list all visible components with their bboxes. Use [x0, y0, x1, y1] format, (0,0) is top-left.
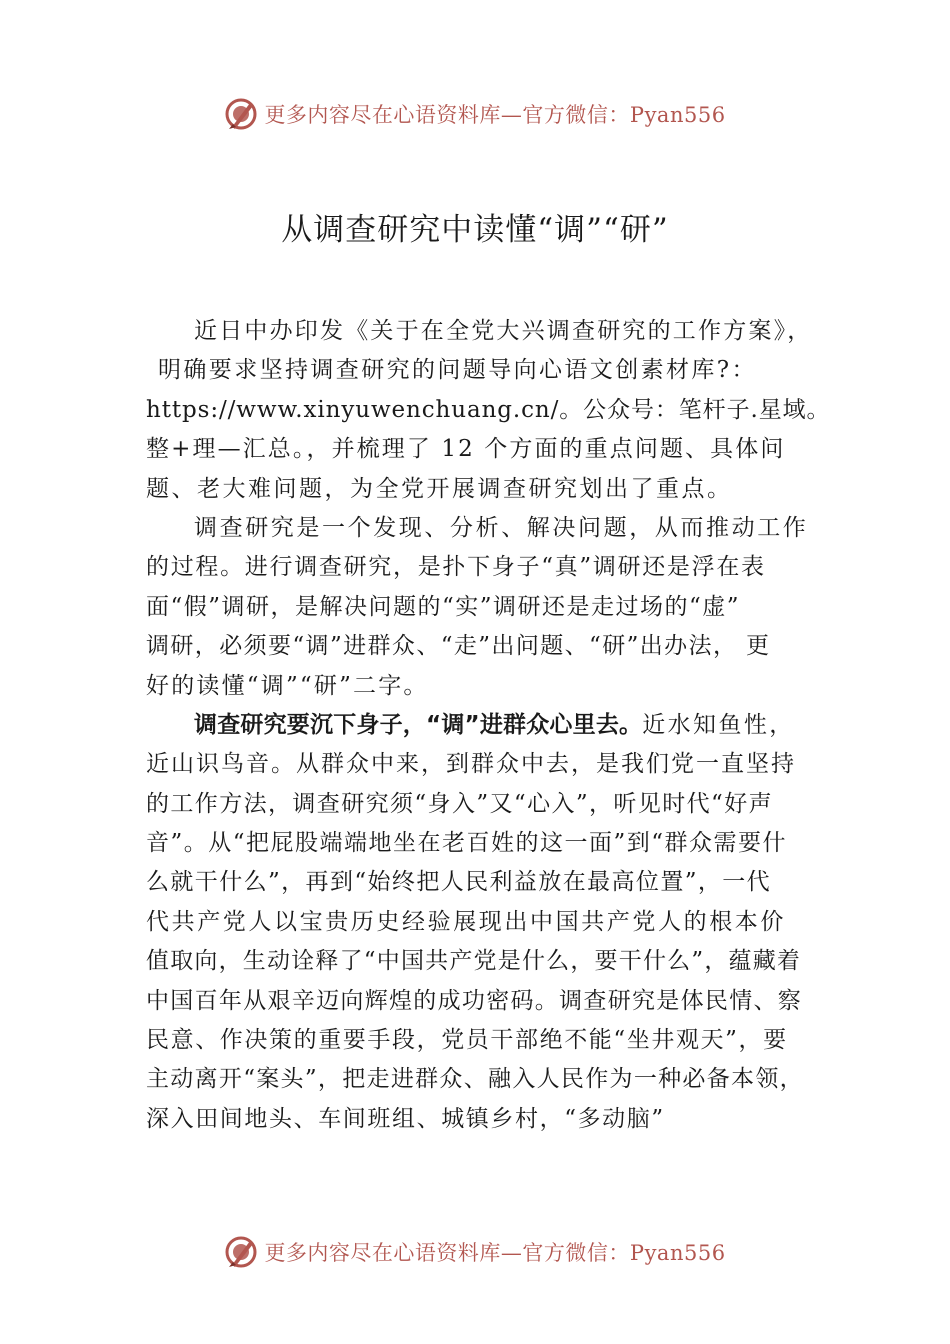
document-title: 从调查研究中读懂“调”“研” — [281, 212, 669, 248]
text-line: 中国百年从艰辛迈向辉煌的成功密码。调查研究是体民情、察 — [146, 987, 803, 1014]
text-line: 题、老大难问题，为全党开展调查研究划出了重点。 — [146, 475, 733, 502]
watermark-text: 更多内容尽在心语资料库—官方微信：Pyan556 — [264, 103, 726, 127]
text-line: 深入田间地头、车间班组、城镇乡村，“多动脑” — [146, 1105, 665, 1132]
paragraph-heading-line — [146, 706, 826, 745]
text-line: 整+理—汇总。，并梳理了 12 个方面的重点问题、具体问 — [146, 436, 786, 463]
text-line: 近山识鸟音。从群众中来，到群众中去，是我们党一直坚持 — [146, 751, 796, 778]
watermark-text: 更多内容尽在心语资料库—官方微信：Pyan556 — [264, 1241, 726, 1265]
text-line: 调查研究是一个发现、分析、解决问题，从而推动工作 — [194, 514, 809, 541]
text-line: 值取向，生动诠释了“中国共产党是什么，要干什么”，蕴藏着 — [146, 948, 802, 975]
text-line: 面“假”调研，是解决问题的“实”调研还是走过场的“虚” — [146, 593, 741, 620]
text-line: 近日中办印发《关于在全党大兴调查研究的工作方案》， — [194, 318, 813, 344]
watermark-header — [0, 94, 950, 134]
heading-tail: 近水知鱼性， — [642, 711, 795, 738]
pen-logo-icon — [224, 97, 258, 131]
text-line: https://www.xinyuwenchuang.cn/。公众号：笔杆子.星域。 — [146, 396, 831, 423]
text-line: 代共产党人以宝贵历史经验展现出中国共产党人的根本价 — [146, 908, 786, 935]
bold-heading: 调查研究要沉下身子，“调”进群众心里去。 — [194, 711, 643, 738]
pen-logo-icon — [224, 1235, 258, 1269]
text-line: 明确要求坚持调查研究的问题导向心语文创素材库?： — [158, 357, 757, 384]
watermark-footer — [0, 1232, 950, 1272]
text-line: 调研，必须要“调”进群众、“走”出问题、“研”出办法， 更 — [146, 633, 771, 660]
text-line: 音”。从“把屁股端端地坐在老百姓的这一面”到“群众需要什 — [146, 830, 788, 857]
text-line: 民意、作决策的重要手段，党员干部绝不能“坐井观天”，要 — [146, 1027, 788, 1054]
text-line: 主动离开“案头”，把走进群众、融入人民作为一种必备本领， — [146, 1066, 804, 1093]
text-line: 的过程。进行调查研究，是扑下身子“真”调研还是浮在表 — [146, 554, 766, 581]
text-line: 的工作方法，调查研究须“身入”又“心入”，听见时代“好声 — [146, 790, 773, 817]
text-line: 么就干什么”，再到“始终把人民利益放在最高位置”，一代 — [146, 869, 772, 896]
document-body — [146, 312, 831, 1139]
text-line: 好的读懂“调”“研”二字。 — [146, 672, 429, 699]
